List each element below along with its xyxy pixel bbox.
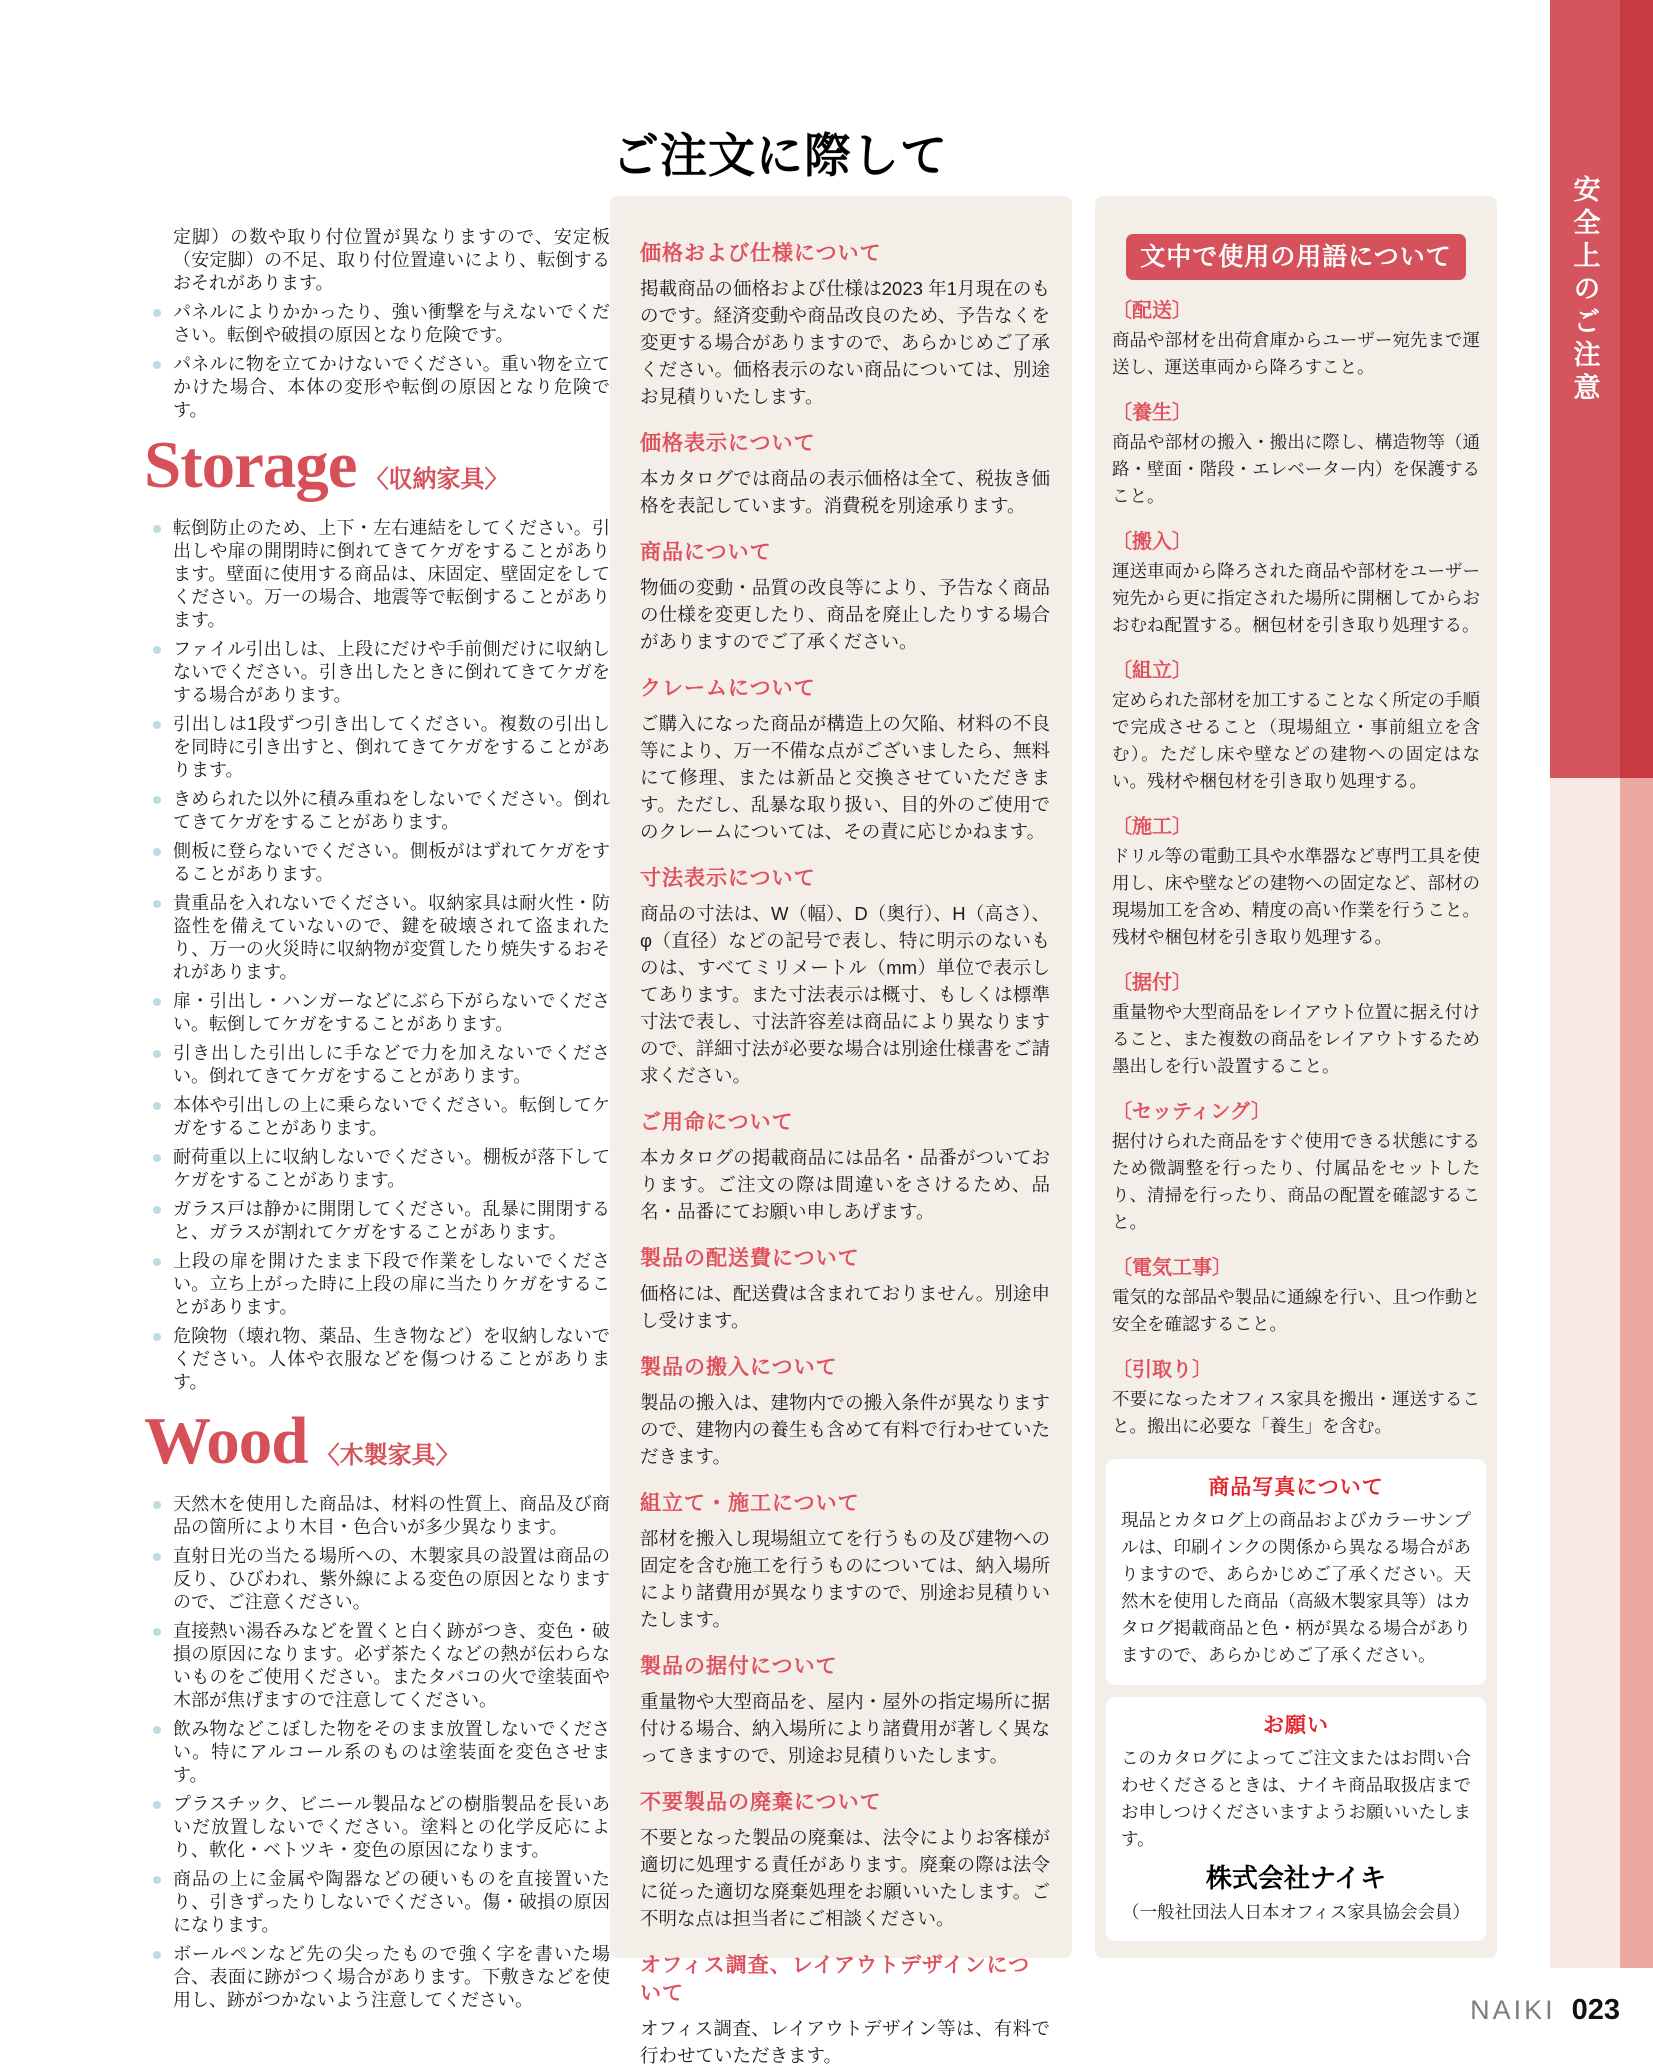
list-item-text: 扉・引出し・ハンガーなどにぶら下がらないでください。転倒してケガをすることがあります。 [173,991,610,1034]
left-column [144,226,610,2018]
section-heading: ご用命について [640,1111,794,1134]
list-item [150,517,610,632]
info-section [640,1490,1050,1633]
term-label: 〔組立〕 [1112,660,1192,682]
info-section [640,865,1050,1089]
info-section [640,1245,1050,1334]
list-item [150,1620,610,1712]
term-item [1112,1357,1480,1440]
term-item [1112,1255,1480,1338]
term-label: 〔引取り〕 [1112,1359,1212,1381]
list-item-text: 上段の扉を開けたまま下段で作業をしないでください。立ち上がった時に上段の扉に当たりケガをすることがあります。 [173,1251,610,1317]
bullet-icon [153,1501,161,1509]
list-item-text: 直射日光の当たる場所への、木製家具の設置は商品の反り、ひびわれ、紫外線による変色の原因となりますので、ご注意ください。 [173,1546,610,1612]
bullet-icon [153,848,161,856]
bullet-icon [153,1102,161,1110]
bullet-icon [153,525,161,533]
wood-section-heading [144,1404,610,1478]
section-body: 本カタログの掲載商品には品名・品番がついております。ご注文の際は間違いをさけるため、品名・品番にてお願い申しあげます。 [640,1147,1050,1222]
section-heading: 商品について [640,541,772,564]
list-item [150,788,610,834]
term-body: 据付けられた商品をすぐ使用できる状態にするため微調整を行ったり、付属品をセットしたり、清掃を行ったり、商品の配置を確認すること。 [1112,1131,1480,1232]
info-section [640,240,1050,410]
term-label: 〔据付〕 [1112,972,1192,994]
term-label: 〔電気工事〕 [1112,1257,1232,1279]
bullet-icon [153,1206,161,1214]
list-item-text: パネルに物を立てかけないでください。重い物を立てかけた場合、本体の変形や転倒の原因となり危険です。 [173,354,610,420]
bullet-icon [153,1050,161,1058]
wood-bullet-list [150,1493,610,2012]
term-body: ドリル等の電動工具や水準器など専門工具を使用し、床や壁などの建物への固定など、部材の現場加工を含め、精度の高い作業を行うこと。残材や梱包材を引き取り処理する。 [1112,846,1480,947]
list-item-text: 耐荷重以上に収納しないでください。棚板が落下してケガをすることがあります。 [173,1147,610,1190]
info-section-list [640,240,1050,2069]
list-item [150,713,610,782]
page-footer [1380,1994,1620,2027]
list-item [150,1868,610,1937]
list-item [150,1793,610,1862]
photo-box-body: 現品とカタログ上の商品およびカラーサンプルは、印刷インクの関係から異なる場合がありますので、あらかじめご了承ください。天然木を使用した商品（高級木製家具等）はカタログ掲載商品と色・柄が異なる場合がありますので、あらかじめご了承ください。 [1121,1510,1471,1665]
list-item [150,1325,610,1394]
term-item [1112,298,1480,381]
bullet-icon [153,1154,161,1162]
list-item [150,353,610,422]
storage-subtitle: 〈収納家具〉 [364,467,509,493]
request-box-title: お願い [1263,1714,1329,1737]
intro-paragraph: 定脚）の数や取り付位置が異なりますので、安定板（安定脚）の不足、取り付位置違いにより、転倒するおそれがあります。 [173,227,610,293]
storage-section-heading [144,428,610,502]
bullet-icon [153,1726,161,1734]
section-body: 部材を搬入し現場組立てを行うもの及び建物への固定を含む施工を行うものについては、納入場所により諸費用が異なりますので、別途お見積りいたします。 [640,1528,1050,1630]
info-section [640,1653,1050,1769]
storage-bullet-list [150,517,610,1394]
intro-bullet-list [150,301,610,422]
list-item-text: 天然木を使用した商品は、材料の性質上、商品及び商品の箇所により木目・色合いが多少異なります。 [173,1494,610,1537]
list-item-text: ボールペンなど先の尖ったもので強く字を書いた場合、表面に跡がつく場合があります。下敷きなどを使用し、跡がつかないよう注意してください。 [173,1944,610,2010]
list-item-text: 引出しは1段ずつ引き出してください。複数の引出しを同時に引き出すと、倒れてきてケガをすることがあります。 [173,714,610,780]
sidebar-pale-bar [1550,778,1620,1968]
bullet-icon [153,1258,161,1266]
info-section [640,675,1050,845]
section-heading: 不要製品の廃棄について [640,1791,882,1814]
list-item [150,1250,610,1319]
section-body: ご購入になった商品が構造上の欠陥、材料の不良等により、万一不備な点がございましたら、無料にて修理、または新品と交換させていただきます。ただし、乱暴な取り扱い、目的外のご使用でのクレームについては、その責に応じかねます。 [640,713,1050,842]
terms-header: 文中で使用の用語について [1126,234,1466,280]
request-box-body: このカタログによってご注文またはお問い合わせくださるときは、ナイキ商品取扱店までお申しつけくださいますようお願いいたします。 [1121,1748,1471,1849]
section-body: 商品の寸法は、W（幅）、D（奥行）、H（高さ）、φ（直径）などの記号で表し、特に明示のないものは、すべてミリメートル（mm）単位で表示してあります。また寸法表示は概寸、もしくは標準寸法で表し、寸法許容差は商品により異なりますので、詳細寸法が必要な場合は別途仕様書をご請求ください。 [640,903,1050,1086]
term-label: 〔セッティング〕 [1112,1101,1271,1123]
product-photo-box [1106,1459,1486,1685]
bullet-icon [153,309,161,317]
info-section [640,1354,1050,1470]
bullet-icon [153,1801,161,1809]
request-box [1106,1697,1486,1941]
bullet-icon [153,1333,161,1341]
list-item [150,1718,610,1787]
term-label: 〔養生〕 [1112,402,1192,424]
list-item-text: 危険物（壊れ物、薬品、生き物など）を収納しないでください。人体や衣服などを傷つけることがあります。 [173,1326,610,1392]
list-item-text: 本体や引出しの上に乗らないでください。転倒してケガをすることがあります。 [173,1095,610,1138]
list-item-text: 貴重品を入れないでください。収納家具は耐火性・防盗性を備えていないので、鍵を破壊されて盗まれたり、万一の火災時に収納物が変質したり焼失するおそれがあります。 [173,893,610,982]
section-body: 掲載商品の価格および仕様は2023 年1月現在のものです。経済変動や商品改良のため、予告なくを変更する場合がありますので、あらかじめご了承ください。価格表示のない商品については、別途お見積りいたします。 [640,278,1050,407]
bullet-icon [153,998,161,1006]
section-heading: 製品の搬入について [640,1356,838,1379]
bullet-icon [153,1553,161,1561]
section-body: オフィス調査、レイアウトデザイン等は、有料で行わせていただきます。 [640,2018,1050,2066]
term-body: 電気的な部品や製品に通線を行い、且つ作動と安全を確認すること。 [1112,1287,1480,1334]
section-heading: クレームについて [640,677,816,700]
section-heading: 価格表示について [640,432,816,455]
list-item-text: 商品の上に金属や陶器などの硬いものを直接置いたり、引きずったりしないでください。傷・破損の原因になります。 [173,1869,610,1935]
term-label: 〔配送〕 [1112,300,1192,322]
list-item-text: プラスチック、ビニール製品などの樹脂製品を長いあいだ放置しないでください。塗料との化学反応により、軟化・ベトツキ・変色の原因になります。 [173,1794,610,1860]
photo-box-title: 商品写真について [1208,1476,1384,1499]
term-item [1112,814,1480,951]
list-item [150,1094,610,1140]
info-section [640,539,1050,655]
list-item [150,1493,610,1539]
association-name: （一般社団法人日本オフィス家具協会会員） [1121,1902,1471,1922]
bullet-icon [153,1628,161,1636]
storage-title: Storage [144,428,357,502]
info-section [640,430,1050,519]
bullet-icon [153,361,161,369]
section-body: 重量物や大型商品を、屋内・屋外の指定場所に据付ける場合、納入場所により諸費用が著しく異なってきますので、別途お見積りいたします。 [640,1691,1050,1766]
term-list [1112,298,1480,1440]
term-body: 商品や部材の搬入・搬出に際し、構造物等（通路・壁面・階段・エレベーター内）を保護すること。 [1112,432,1480,506]
section-heading: オフィス調査、レイアウトデザインについて [640,1954,1031,2005]
list-item-text: 飲み物などこぼした物をそのまま放置しないでください。特にアルコール系のものは塗装面を変色させます。 [173,1719,610,1785]
company-name: 株式会社ナイキ [1205,1863,1387,1893]
bullet-icon [153,1951,161,1959]
footer-page-number: 023 [1571,1994,1620,2026]
section-body: 不要となった製品の廃棄は、法令によりお客様が適切に処理する責任があります。廃棄の際は法令に従った適切な廃棄処理をお願いいたします。ご不明な点は担当者にご相談ください。 [640,1827,1050,1929]
bullet-icon [153,721,161,729]
sidebar-label: 安全上のご注意 [1569,174,1600,406]
term-body: 定められた部材を加工することなく所定の手順で完成させること（現場組立・事前組立を含む）。ただし床や壁などの建物への固定はない。残材や梱包材を引き取り処理する。 [1112,690,1480,791]
list-item-text: 引き出した引出しに手などで力を加えないでください。倒れてきてケガをすることがあります。 [173,1043,610,1086]
term-item [1112,529,1480,639]
term-label: 〔搬入〕 [1112,531,1192,553]
list-item-text: きめられた以外に積み重ねをしないでください。倒れてきてケガをすることがあります。 [173,789,610,832]
list-item-text: 直接熱い湯呑みなどを置くと白く跡がつき、変色・破損の原因になります。必ず茶たくなどの熱が伝わらないものをご使用ください。またタバコの火で塗装面や木部が焦げますので注意してください。 [173,1621,610,1710]
sidebar-edge-bar [1620,0,1653,778]
page-title: ご注文に際して [612,129,948,183]
section-heading: 製品の据付について [640,1655,838,1678]
list-item-text: 側板に登らないでください。側板がはずれてケガをすることがあります。 [173,841,610,884]
section-body: 物価の変動・品質の改良等により、予告なく商品の仕様を変更したり、商品を廃止したりする場合がありますのでご了承ください。 [640,577,1050,652]
term-item [1112,658,1480,795]
bullet-icon [153,646,161,654]
list-item [150,892,610,984]
list-item [150,1943,610,2012]
wood-subtitle: 〈木製家具〉 [315,1443,460,1469]
footer-brand: NAIKI [1470,1995,1556,2025]
list-item [150,1146,610,1192]
wood-title: Wood [144,1404,308,1478]
section-body: 本カタログでは商品の表示価格は全て、税抜き価格を表記しています。消費税を別途承ります。 [640,468,1050,516]
terms-panel [1095,196,1497,1958]
term-body: 商品や部材を出荷倉庫からユーザー宛先まで運送し、運送車両から降ろすこと。 [1112,330,1480,377]
section-heading: 組立て・施工について [640,1492,860,1515]
section-body: 価格には、配送費は含まれておりません。別途申し受けます。 [640,1283,1050,1331]
list-item [150,301,610,347]
info-section [640,1952,1050,2069]
ordering-info-panel [610,196,1072,2066]
list-item [150,840,610,886]
info-section [640,1789,1050,1932]
section-heading: 寸法表示について [640,867,816,890]
list-item [150,990,610,1036]
term-body: 運送車両から降ろされた商品や部材をユーザー宛先から更に指定された場所に開梱してからおおむね配置する。梱包材を引き取り処理する。 [1112,561,1480,635]
sidebar-edge-pale-bar [1620,778,1653,1968]
term-item [1112,970,1480,1080]
bullet-icon [153,900,161,908]
info-section [640,1109,1050,1225]
term-label: 〔施工〕 [1112,816,1192,838]
list-item-text: ファイル引出しは、上段にだけや手前側だけに収納しないでください。引き出したときに倒れてきてケガをする場合があります。 [173,639,610,705]
list-item [150,1545,610,1614]
list-item [150,1198,610,1244]
bullet-icon [153,796,161,804]
term-item [1112,400,1480,510]
term-body: 不要になったオフィス家具を搬出・運送すること。搬出に必要な「養生」を含む。 [1112,1389,1480,1436]
list-item-text: 転倒防止のため、上下・左右連結をしてください。引出しや扉の開閉時に倒れてきてケガをすることがあります。壁面に使用する商品は、床固定、壁固定をしてください。万一の場合、地震等で転倒することがあります。 [173,518,610,630]
list-item [150,638,610,707]
section-body: 製品の搬入は、建物内での搬入条件が異なりますので、建物内の養生も含めて有料で行わせていただきます。 [640,1392,1050,1467]
term-body: 重量物や大型商品をレイアウト位置に据え付けること、また複数の商品をレイアウトするため墨出しを行い設置すること。 [1112,1002,1480,1076]
list-item [150,1042,610,1088]
section-heading: 製品の配送費について [640,1247,860,1270]
section-heading: 価格および仕様について [640,242,882,265]
bullet-icon [153,1876,161,1884]
term-item [1112,1099,1480,1236]
list-item-text: ガラス戸は静かに開閉してください。乱暴に開閉すると、ガラスが割れてケガをすることがあります。 [173,1199,610,1242]
list-item-text: パネルによりかかったり、強い衝撃を与えないでください。転倒や破損の原因となり危険です。 [173,302,610,345]
